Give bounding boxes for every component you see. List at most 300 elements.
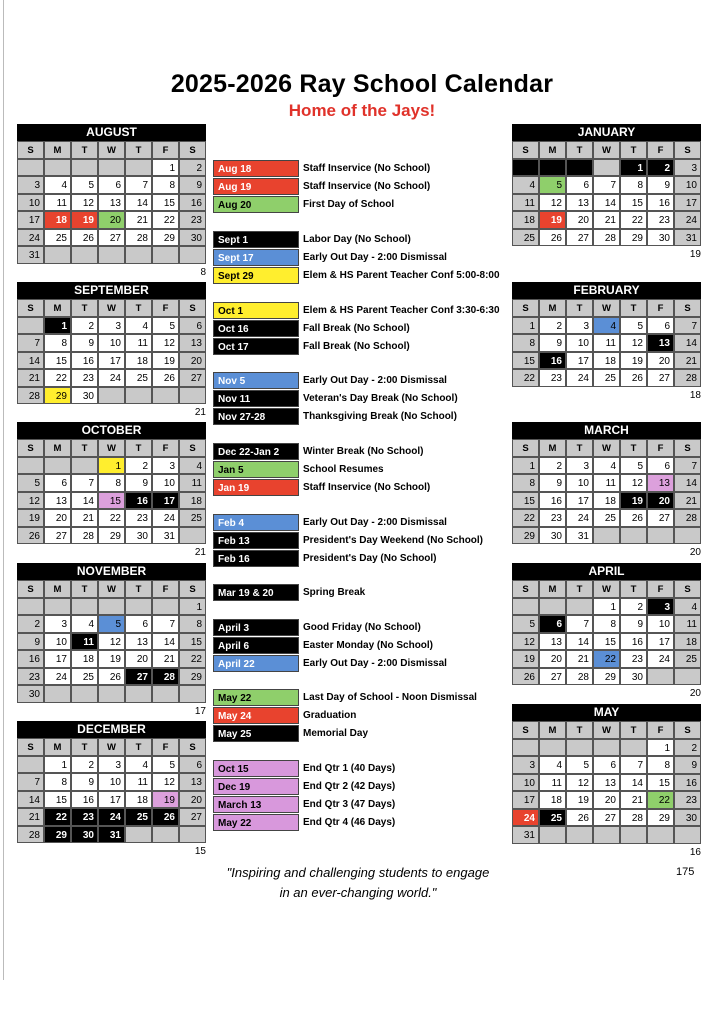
month-name: JANUARY [512, 124, 701, 141]
event-description: Fall Break (No School) [303, 341, 410, 352]
day-cell: 3 [512, 756, 539, 774]
day-cell: 24 [98, 808, 125, 826]
day-cell: 8 [647, 756, 674, 774]
day-cell: 21 [125, 211, 152, 229]
empty-day-cell [44, 246, 71, 264]
day-header: F [647, 299, 674, 317]
day-cell: 9 [125, 474, 152, 492]
day-header: S [17, 299, 44, 317]
day-cell: 12 [512, 633, 539, 651]
empty-day-cell [17, 598, 44, 616]
event-description: Early Out Day - 2:00 Dismissal [303, 252, 447, 263]
day-cell: 22 [620, 211, 647, 229]
day-cell: 15 [179, 633, 206, 651]
day-cell: 28 [566, 668, 593, 686]
day-cell: 13 [179, 773, 206, 791]
day-cell: 3 [17, 176, 44, 194]
day-cell: 27 [179, 808, 206, 826]
event-description: End Qtr 1 (40 Days) [303, 763, 396, 774]
event-date-label: Aug 19 [213, 178, 299, 195]
day-cell: 8 [152, 176, 179, 194]
day-cell: 3 [98, 756, 125, 774]
event-description: Winter Break (No School) [303, 446, 424, 457]
day-cell: 25 [593, 369, 620, 387]
day-cell: 23 [647, 211, 674, 229]
day-cell: 5 [512, 615, 539, 633]
day-header: M [539, 721, 566, 739]
day-cell: 6 [539, 615, 566, 633]
event-date-label: April 3 [213, 619, 299, 636]
event-row [213, 408, 503, 425]
day-cell: 8 [593, 615, 620, 633]
event-row [213, 637, 503, 654]
day-header: M [44, 299, 71, 317]
day-cell: 30 [71, 387, 98, 405]
empty-day-cell [44, 685, 71, 703]
day-cell: 1 [620, 159, 647, 177]
day-cell: 9 [179, 176, 206, 194]
event-description: Last Day of School - Noon Dismissal [303, 692, 477, 703]
month-day-total: 17 [194, 705, 206, 717]
day-header: S [674, 721, 701, 739]
day-cell: 19 [152, 791, 179, 809]
event-description: Graduation [303, 710, 357, 721]
day-cell: 1 [647, 739, 674, 757]
day-cell: 14 [17, 791, 44, 809]
day-cell: 15 [620, 194, 647, 212]
month-november [17, 563, 206, 717]
day-cell: 29 [44, 387, 71, 405]
event-description: Staff Inservice (No School) [303, 482, 431, 493]
event-date-label: Sept 17 [213, 249, 299, 266]
day-cell: 7 [620, 756, 647, 774]
day-cell: 18 [674, 633, 701, 651]
day-cell: 15 [593, 633, 620, 651]
empty-day-cell [152, 598, 179, 616]
month-grid [17, 141, 206, 264]
day-cell: 7 [674, 317, 701, 335]
day-cell: 24 [674, 211, 701, 229]
day-header: W [593, 721, 620, 739]
day-cell: 2 [125, 457, 152, 475]
day-cell: 26 [620, 369, 647, 387]
day-cell: 4 [539, 756, 566, 774]
day-cell: 16 [539, 352, 566, 370]
event-row [213, 778, 503, 795]
empty-day-cell [566, 826, 593, 844]
empty-day-cell [98, 246, 125, 264]
month-day-total: 19 [689, 249, 701, 260]
event-row [213, 231, 503, 248]
month-grid [17, 299, 206, 404]
day-cell: 26 [512, 668, 539, 686]
day-cell: 24 [98, 369, 125, 387]
day-cell: 31 [512, 826, 539, 844]
day-cell: 7 [152, 615, 179, 633]
empty-day-cell [539, 826, 566, 844]
day-cell: 14 [17, 352, 44, 370]
day-cell: 19 [152, 352, 179, 370]
day-cell: 21 [674, 492, 701, 510]
page-title: 2025-2026 Ray School Calendar [170, 70, 554, 98]
empty-day-cell [566, 598, 593, 616]
day-cell: 6 [179, 756, 206, 774]
day-cell: 25 [125, 808, 152, 826]
day-cell: 29 [44, 826, 71, 844]
day-cell: 5 [152, 756, 179, 774]
event-date-label: Feb 13 [213, 532, 299, 549]
day-cell: 9 [620, 615, 647, 633]
day-cell: 21 [674, 352, 701, 370]
day-cell: 16 [620, 633, 647, 651]
day-cell: 20 [179, 352, 206, 370]
day-cell: 4 [512, 176, 539, 194]
day-header: T [71, 141, 98, 159]
day-cell: 25 [512, 229, 539, 247]
day-cell: 16 [125, 492, 152, 510]
empty-day-cell [179, 685, 206, 703]
day-cell: 27 [647, 369, 674, 387]
event-row [213, 725, 503, 742]
event-row [213, 514, 503, 531]
day-cell: 5 [17, 474, 44, 492]
day-header: S [179, 738, 206, 756]
empty-day-cell [125, 685, 152, 703]
day-cell: 20 [647, 352, 674, 370]
day-cell: 30 [620, 668, 647, 686]
empty-day-cell [152, 685, 179, 703]
day-cell: 2 [620, 598, 647, 616]
day-cell: 26 [539, 229, 566, 247]
day-cell: 1 [512, 317, 539, 335]
day-header: F [647, 439, 674, 457]
day-cell: 10 [98, 773, 125, 791]
day-cell: 9 [539, 334, 566, 352]
month-name: OCTOBER [17, 422, 206, 439]
event-row [213, 249, 503, 266]
day-cell: 25 [44, 229, 71, 247]
month-name: AUGUST [17, 124, 206, 141]
day-cell: 19 [620, 492, 647, 510]
event-date-label: Nov 27-28 [213, 408, 299, 425]
day-cell: 24 [44, 668, 71, 686]
day-cell: 15 [512, 352, 539, 370]
event-date-label: Nov 5 [213, 372, 299, 389]
day-cell: 23 [17, 668, 44, 686]
empty-day-cell [593, 159, 620, 177]
day-cell: 18 [125, 791, 152, 809]
month-day-total: 8 [200, 266, 206, 278]
day-cell: 22 [44, 808, 71, 826]
month-october [17, 422, 206, 558]
day-cell: 26 [620, 509, 647, 527]
empty-day-cell [539, 739, 566, 757]
event-date-label: Sept 29 [213, 267, 299, 284]
empty-day-cell [125, 246, 152, 264]
day-cell: 28 [674, 509, 701, 527]
month-name: MAY [512, 704, 701, 721]
day-cell: 18 [593, 492, 620, 510]
day-cell: 16 [179, 194, 206, 212]
empty-day-cell [620, 527, 647, 545]
day-cell: 9 [647, 176, 674, 194]
day-cell: 23 [125, 509, 152, 527]
day-header: F [647, 141, 674, 159]
event-row [213, 479, 503, 496]
day-cell: 26 [152, 808, 179, 826]
day-cell: 12 [566, 774, 593, 792]
day-cell: 27 [44, 527, 71, 545]
empty-day-cell [620, 826, 647, 844]
empty-day-cell [152, 246, 179, 264]
day-cell: 6 [98, 176, 125, 194]
month-december [17, 721, 206, 857]
empty-day-cell [566, 739, 593, 757]
day-cell: 3 [647, 598, 674, 616]
empty-day-cell [17, 317, 44, 335]
day-header: W [593, 439, 620, 457]
month-name: DECEMBER [17, 721, 206, 738]
month-grid [512, 299, 701, 387]
day-cell: 9 [71, 334, 98, 352]
event-date-label: May 24 [213, 707, 299, 724]
day-cell: 18 [125, 352, 152, 370]
page-subtitle: Home of the Jays! [288, 101, 436, 120]
event-date-label: April 22 [213, 655, 299, 672]
day-cell: 20 [44, 509, 71, 527]
day-header: M [44, 141, 71, 159]
month-name: FEBRUARY [512, 282, 701, 299]
day-header: T [566, 439, 593, 457]
day-header: S [17, 580, 44, 598]
day-cell: 13 [125, 633, 152, 651]
day-cell: 1 [44, 317, 71, 335]
month-grid [512, 721, 701, 844]
empty-day-cell [620, 739, 647, 757]
day-header: S [674, 439, 701, 457]
day-cell: 20 [539, 650, 566, 668]
day-cell: 27 [125, 668, 152, 686]
day-cell: 25 [125, 369, 152, 387]
event-description: President's Day Weekend (No School) [303, 535, 484, 546]
day-header: T [71, 299, 98, 317]
day-header: T [125, 738, 152, 756]
day-cell: 28 [71, 527, 98, 545]
day-cell: 1 [44, 756, 71, 774]
month-march [512, 422, 701, 558]
day-cell: 27 [647, 509, 674, 527]
month-august [17, 124, 206, 278]
day-cell: 11 [179, 474, 206, 492]
day-cell: 17 [44, 650, 71, 668]
day-cell: 10 [512, 774, 539, 792]
day-header: T [71, 738, 98, 756]
day-cell: 24 [566, 369, 593, 387]
day-cell: 18 [512, 211, 539, 229]
day-cell: 11 [593, 334, 620, 352]
empty-day-cell [179, 527, 206, 545]
day-cell: 27 [179, 369, 206, 387]
empty-day-cell [512, 159, 539, 177]
day-cell: 12 [98, 633, 125, 651]
day-header: W [98, 299, 125, 317]
day-cell: 10 [566, 474, 593, 492]
day-cell: 2 [539, 317, 566, 335]
day-cell: 31 [674, 229, 701, 247]
day-cell: 19 [620, 352, 647, 370]
day-cell: 20 [179, 791, 206, 809]
day-cell: 25 [674, 650, 701, 668]
day-cell: 30 [674, 809, 701, 827]
empty-day-cell [512, 598, 539, 616]
day-cell: 11 [512, 194, 539, 212]
event-row [213, 655, 503, 672]
day-cell: 6 [647, 457, 674, 475]
empty-day-cell [44, 457, 71, 475]
day-cell: 27 [593, 809, 620, 827]
day-cell: 2 [71, 317, 98, 335]
day-cell: 19 [71, 211, 98, 229]
event-date-label: Dec 22-Jan 2 [213, 443, 299, 460]
day-header: W [593, 141, 620, 159]
event-row [213, 443, 503, 460]
empty-day-cell [71, 159, 98, 177]
event-date-label: Aug 20 [213, 196, 299, 213]
day-cell: 12 [539, 194, 566, 212]
day-header: S [512, 439, 539, 457]
empty-day-cell [593, 826, 620, 844]
day-cell: 9 [71, 773, 98, 791]
day-cell: 2 [674, 739, 701, 757]
day-header: T [566, 580, 593, 598]
day-header: M [539, 299, 566, 317]
day-header: T [71, 439, 98, 457]
event-date-label: Nov 11 [213, 390, 299, 407]
event-row [213, 707, 503, 724]
day-cell: 15 [512, 492, 539, 510]
event-description: Early Out Day - 2:00 Dismissal [303, 658, 447, 669]
motto-quote [203, 863, 513, 903]
empty-day-cell [539, 159, 566, 177]
empty-day-cell [71, 598, 98, 616]
event-description: School Resumes [303, 464, 384, 475]
month-september [17, 282, 206, 418]
day-cell: 1 [179, 598, 206, 616]
empty-day-cell [125, 387, 152, 405]
empty-day-cell [647, 668, 674, 686]
day-cell: 30 [539, 527, 566, 545]
event-date-label: Oct 16 [213, 320, 299, 337]
day-cell: 13 [647, 474, 674, 492]
day-cell: 11 [125, 334, 152, 352]
day-header: F [152, 738, 179, 756]
event-row [213, 196, 503, 213]
day-cell: 5 [566, 756, 593, 774]
day-header: S [179, 580, 206, 598]
day-cell: 9 [17, 633, 44, 651]
day-cell: 22 [512, 369, 539, 387]
day-cell: 12 [17, 492, 44, 510]
day-header: F [152, 439, 179, 457]
event-description: Good Friday (No School) [303, 622, 421, 633]
day-cell: 27 [566, 229, 593, 247]
day-cell: 15 [44, 791, 71, 809]
day-header: T [566, 141, 593, 159]
day-header: S [179, 141, 206, 159]
day-cell: 18 [593, 352, 620, 370]
event-date-label: Oct 1 [213, 302, 299, 319]
day-cell: 2 [179, 159, 206, 177]
empty-day-cell [179, 826, 206, 844]
event-row [213, 619, 503, 636]
day-cell: 14 [566, 633, 593, 651]
day-cell: 3 [566, 317, 593, 335]
day-cell: 1 [593, 598, 620, 616]
day-cell: 3 [44, 615, 71, 633]
day-cell: 14 [674, 334, 701, 352]
month-day-total: 21 [194, 547, 206, 558]
empty-day-cell [566, 159, 593, 177]
empty-day-cell [17, 159, 44, 177]
day-cell: 8 [512, 334, 539, 352]
event-date-label: March 13 [213, 796, 299, 813]
day-cell: 31 [17, 246, 44, 264]
day-cell: 11 [674, 615, 701, 633]
day-cell: 6 [44, 474, 71, 492]
empty-day-cell [152, 387, 179, 405]
event-date-label: Aug 18 [213, 160, 299, 177]
day-cell: 28 [17, 387, 44, 405]
empty-day-cell [125, 826, 152, 844]
day-header: W [593, 580, 620, 598]
day-header: S [17, 141, 44, 159]
day-cell: 28 [593, 229, 620, 247]
day-header: M [44, 439, 71, 457]
day-cell: 29 [512, 527, 539, 545]
day-cell: 21 [593, 211, 620, 229]
empty-day-cell [71, 457, 98, 475]
day-cell: 23 [179, 211, 206, 229]
day-cell: 25 [71, 668, 98, 686]
day-cell: 4 [593, 317, 620, 335]
day-cell: 10 [98, 334, 125, 352]
empty-day-cell [512, 739, 539, 757]
day-header: W [98, 738, 125, 756]
day-cell: 22 [179, 650, 206, 668]
day-cell: 17 [152, 492, 179, 510]
day-cell: 10 [566, 334, 593, 352]
month-day-total: 16 [689, 846, 701, 858]
empty-day-cell [17, 756, 44, 774]
day-header: M [539, 141, 566, 159]
day-cell: 5 [98, 615, 125, 633]
day-cell: 10 [17, 194, 44, 212]
month-name: APRIL [512, 563, 701, 580]
event-row [213, 338, 503, 355]
day-cell: 12 [152, 773, 179, 791]
day-cell: 8 [512, 474, 539, 492]
event-description: Spring Break [303, 587, 366, 598]
empty-day-cell [98, 685, 125, 703]
event-description: Veteran's Day Break (No School) [303, 393, 458, 404]
day-cell: 21 [71, 509, 98, 527]
day-header: S [674, 141, 701, 159]
day-cell: 21 [17, 369, 44, 387]
day-cell: 27 [98, 229, 125, 247]
day-cell: 26 [152, 369, 179, 387]
month-january [512, 124, 701, 260]
day-cell: 4 [179, 457, 206, 475]
